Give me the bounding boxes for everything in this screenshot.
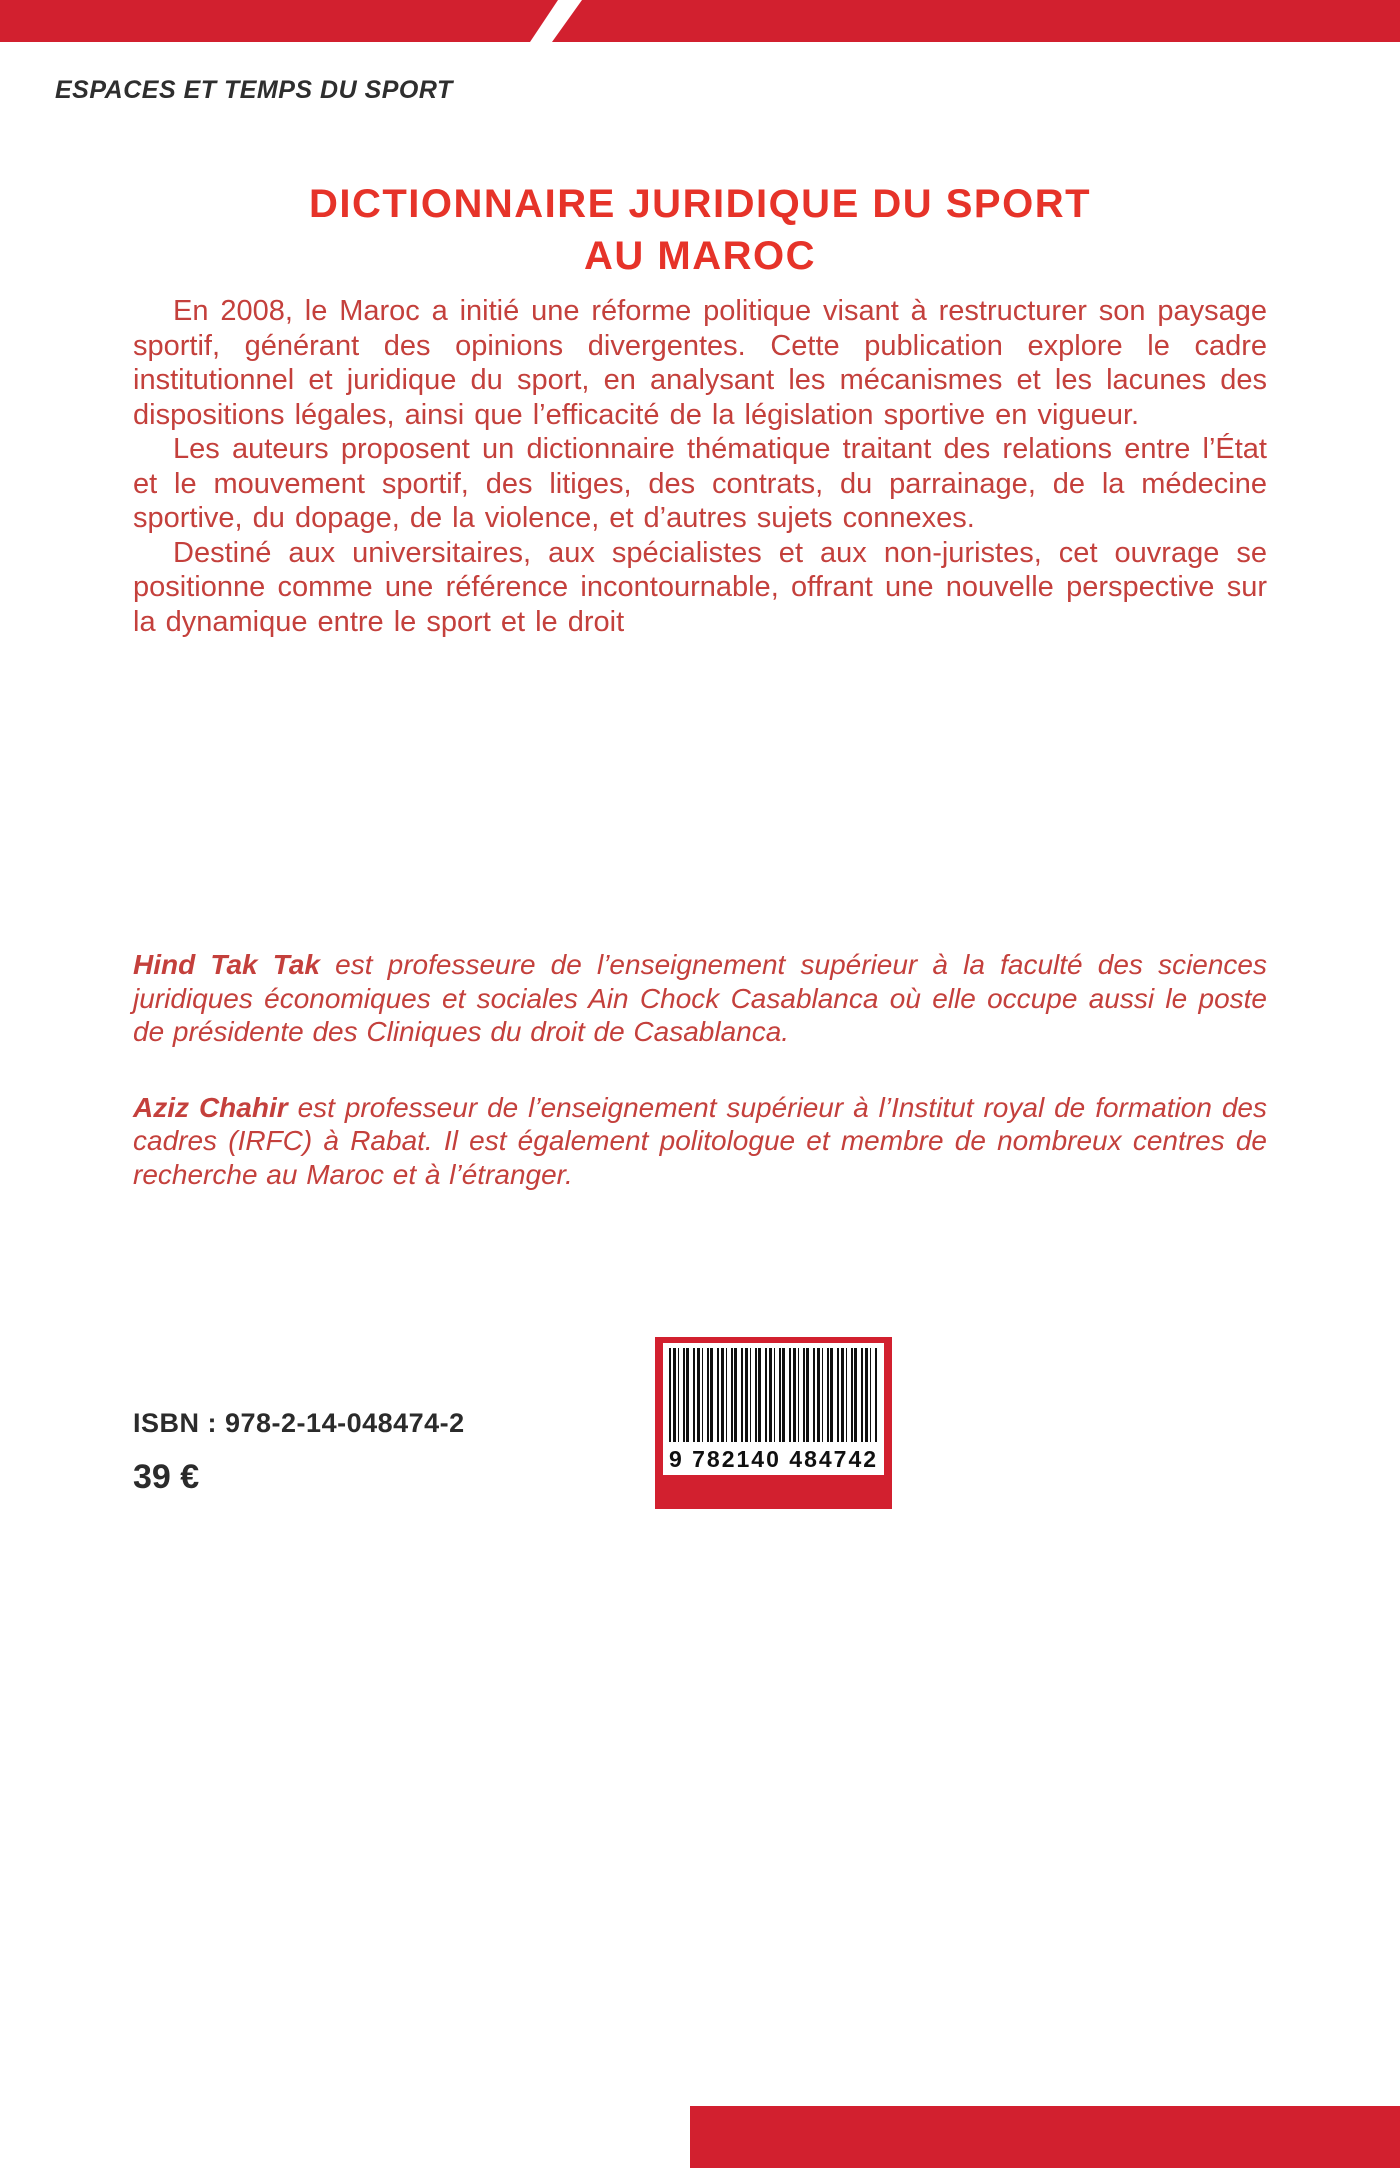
bottom-strip (690, 2106, 1400, 2168)
synopsis-paragraph-2: Les auteurs proposent un dictionnaire thématique traitant des relations entre l’État et le mouvement sportif, des litiges, des contrats, du parrainage, de la médecine sportive, du dopage, de la violence, et d’autres sujets connexes. (133, 433, 1267, 534)
isbn-label: ISBN : 978-2-14-048474-2 (133, 1408, 465, 1438)
book-title-line1: DICTIONNAIRE JURIDIQUE DU SPORT (308, 182, 1092, 226)
author-name-2: Aziz Chahir (133, 1091, 288, 1123)
synopsis (133, 294, 1267, 639)
synopsis-paragraph-3: Destiné aux universitaires, aux spécialistes et aux non-juristes, cet ouvrage se positionne comme une référence incontournable, offrant une nouvelle perspective sur la dynamique entre le sport et le droit (133, 536, 1267, 638)
top-band-right (552, 0, 1400, 42)
author-name-1: Hind Tak Tak (133, 949, 320, 980)
barcode (663, 1343, 884, 1475)
barcode-digits: 9 782140 484742 (663, 1446, 884, 1473)
author-bio-text-2: est professeur de l’enseignement supérieur à l’Institut royal de formation des cadres (IRFC) à Rabat. Il est également politologue et membre de nombreux centres de recherche au Maroc et à l’étranger. (133, 1091, 1267, 1190)
synopsis-paragraph-1: En 2008, le Maroc a initié une réforme politique visant à restructurer son paysage sportif, générant des opinions divergentes. Cette publication explore le cadre institutionnel et juridique du sport, en analysant les mécanismes et les lacunes des dispositions légales, ainsi que l’efficacité de la législation sportive en vigueur. (133, 295, 1267, 431)
collection-label: ESPACES ET TEMPS DU SPORT (55, 76, 453, 104)
author-bio-text-1: est professeure de l’enseignement supérieur à la faculté des sciences juridiques économiques et sociales Ain Chock Casablanca où elle occupe aussi le poste de présidente des Cliniques du droit de Casablanca. (133, 949, 1268, 1047)
top-band-left (0, 0, 558, 42)
author-bios (133, 948, 1267, 1233)
barcode-bars (669, 1348, 878, 1442)
book-title-line2: AU MAROC (584, 234, 816, 278)
price-label: 39 € (133, 1458, 200, 1496)
author-bio-2 (133, 1091, 1267, 1192)
author-bio-1 (133, 948, 1267, 1049)
book-title (0, 178, 1400, 282)
barcode-panel (655, 1337, 892, 1509)
